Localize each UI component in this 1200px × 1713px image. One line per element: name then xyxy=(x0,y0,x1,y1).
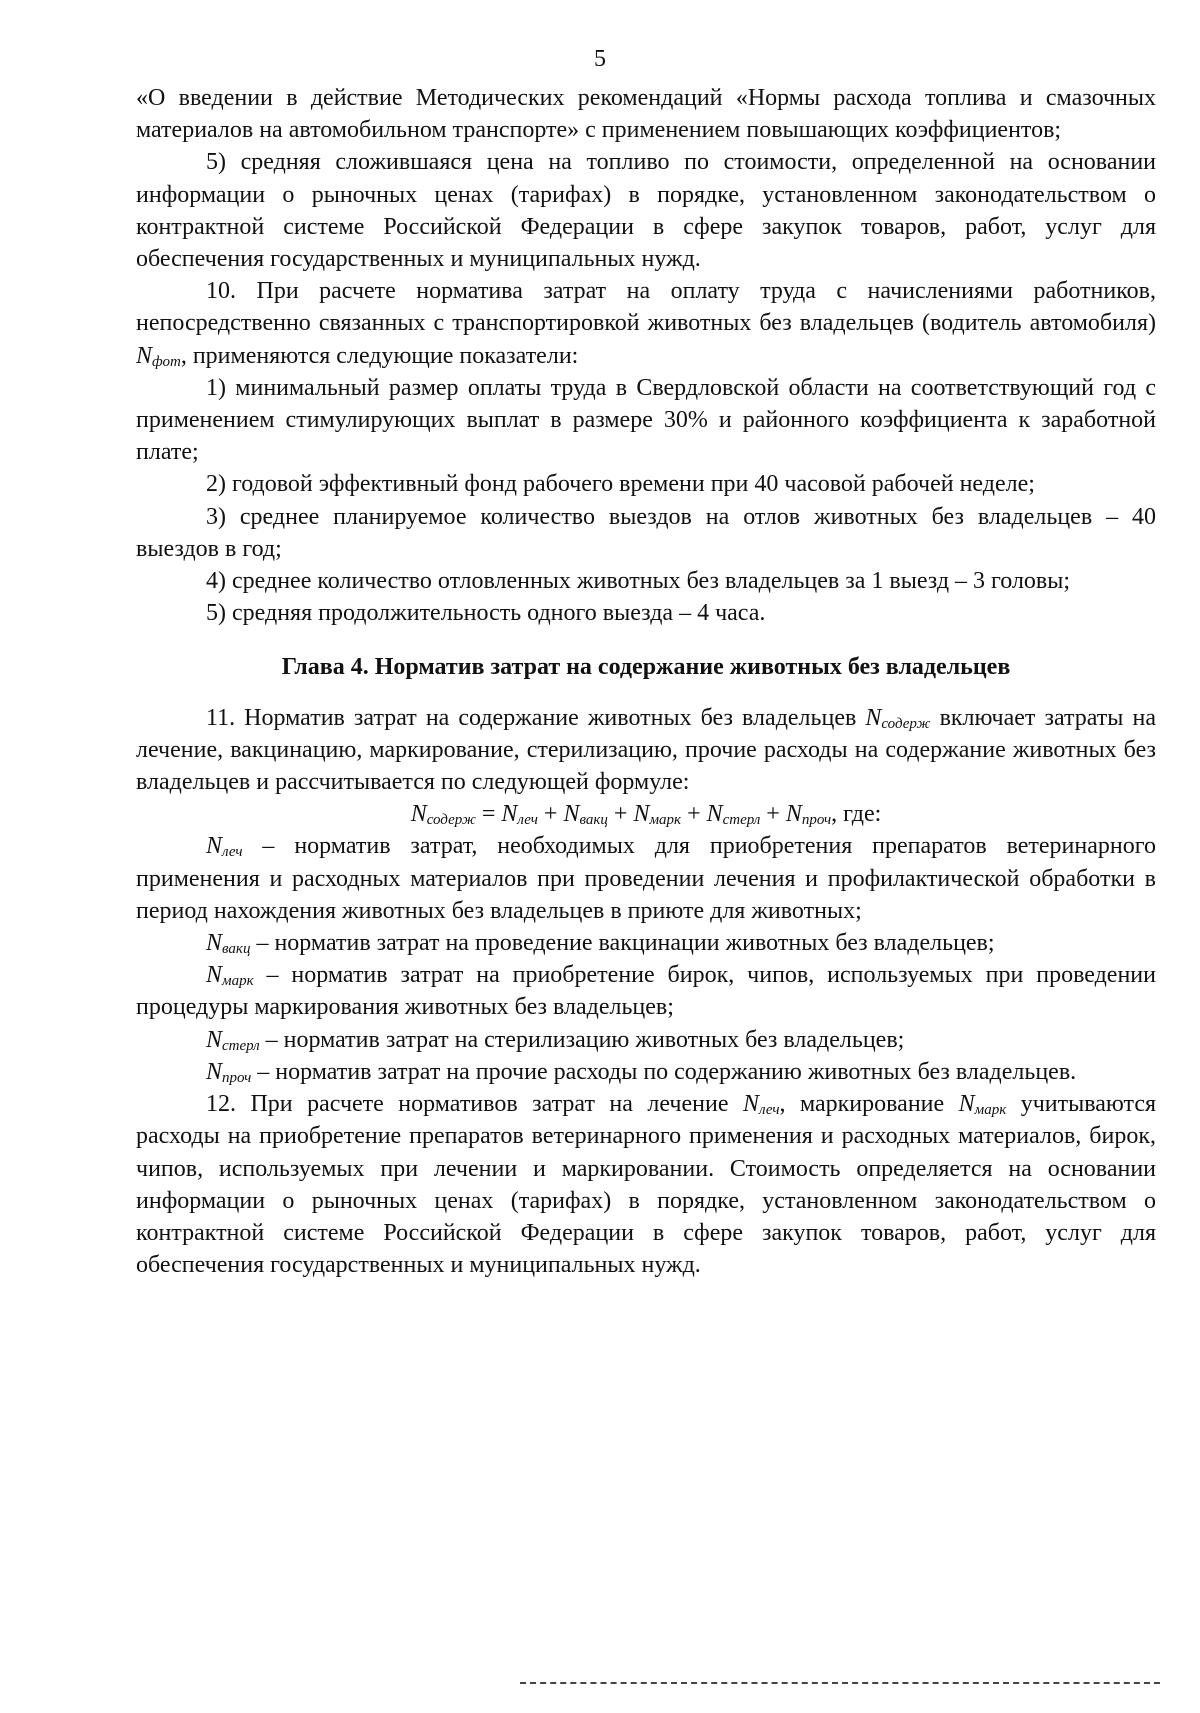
paragraph-12: 12. При расчете нормативов затрат на лечение $N_{леч}$, маркирование $N_{марк}$ учитываются расходы на приобретение препаратов ветеринарного применения и расходных материалов, бирок, чипов, используемых при лечении и маркировании. Стоимость определяется на основании информации о рыночных ценах (тарифах) в порядке, установленном законодательством о контрактной системе Российской Федерации в сфере закупок товаров, работ, услуг для обеспечения государственных и муниципальных нужд. xyxy=(136,1091,1157,1279)
paragraph-10 xyxy=(136,275,1156,372)
chapter-title: Глава 4. Норматив затрат на содержание животных без владельцев xyxy=(281,654,1011,681)
paragraph-10-text-a: 10. При расчете норматива затрат на оплату труда с начислениями работников, непосредственно связанных с транспортировкой животных без владельцев (водитель автомобиля) xyxy=(136,278,1156,337)
document-body xyxy=(136,82,1156,1281)
page-number: 5 xyxy=(594,46,606,72)
definition-n-vakc: $N_{вакц}$ – норматив затрат на проведение вакцинации животных без владельцев; xyxy=(206,930,995,958)
symbol-n-fot: $N_{фот}$ xyxy=(136,342,181,370)
list-item-5: 5) средняя продолжительность одного выезда – 4 часа. xyxy=(206,600,766,627)
paragraph-11: 11. Норматив затрат на содержание животных без владельцев $N_{содерж}$ включает затраты на лечение, вакцинацию, маркирование, стерилизацию, прочие расходы на содержание животных без владельцев и рассчитывается по следующей формуле: xyxy=(136,704,1156,796)
footer-dashed-line xyxy=(520,1682,1160,1684)
definition-n-mark: $N_{марк}$ – норматив затрат на приобретение бирок, чипов, используемых при проведении процедуры маркирования животных без владельцев; xyxy=(136,962,1156,1021)
formula: $N_{содерж} = N_{леч} + N_{вакц} + N_{марк} + N_{стерл} + N_{проч}$, где: xyxy=(410,801,882,829)
definition-n-sterl: $N_{стерл}$ – норматив затрат на стерилизацию животных без владельцев; xyxy=(206,1026,905,1054)
paragraph-1: «О введении в действие Методических рекомендаций «Нормы расхода топлива и смазочных материалов на автомобильном транспорте» с применением повышающих коэффициентов; xyxy=(136,85,1156,144)
list-item-4: 4) среднее количество отловленных животных без владельцев за 1 выезд – 3 головы; xyxy=(206,568,1071,595)
definition-n-proch: $N_{проч}$ – норматив затрат на прочие расходы по содержанию животных без владельцев. xyxy=(206,1058,1077,1086)
paragraph-10-text-b: , применяются следующие показатели: xyxy=(180,342,579,369)
paragraph-fuel-price: 5) средняя сложившаяся цена на топливо по стоимости, определенной на основании информации о рыночных ценах (тарифах) в порядке, установленном законодательством о контрактной системе Российской Федерации в сфере закупок товаров, работ, услуг для обеспечения государственных и муниципальных нужд. xyxy=(136,149,1156,273)
list-item-1: 1) минимальный размер оплаты труда в Свердловской области на соответствующий год с применением стимулирующих выплат в размере 30% и районного коэффициента к заработной плате; xyxy=(136,374,1156,466)
symbol-n-soderzh: $N_{содерж}$ xyxy=(865,704,931,732)
list-item-3: 3) среднее планируемое количество выездов на отлов животных без владельцев – 40 выездов в год; xyxy=(136,503,1156,562)
definition-n-lech: $N_{леч}$ – норматив затрат, необходимых для приобретения препаратов ветеринарного применения и расходных материалов при проведении лечения и профилактической обработки в период нахождения животных без владельцев в приюте для животных; xyxy=(136,833,1156,924)
list-item-2: 2) годовой эффективный фонд рабочего времени при 40 часовой рабочей неделе; xyxy=(206,471,1035,498)
